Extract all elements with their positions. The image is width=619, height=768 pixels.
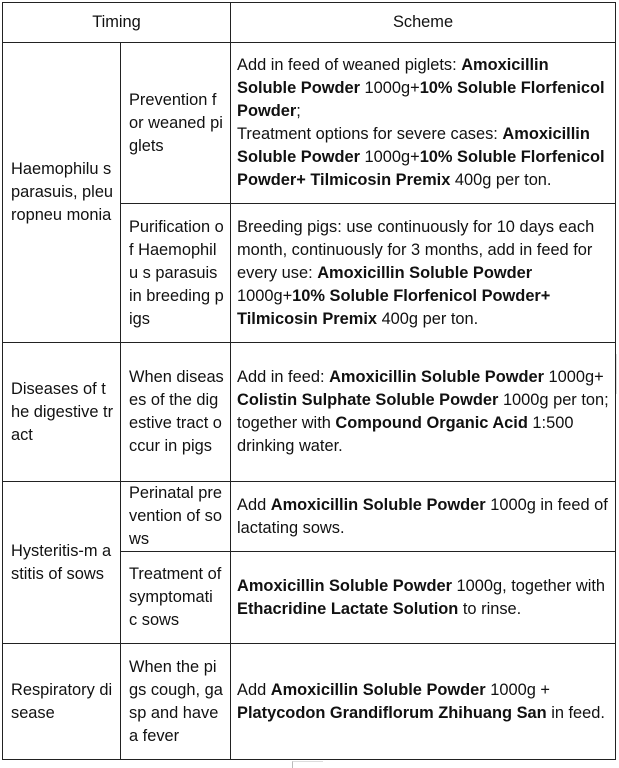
scheme-text: Treatment options for severe cases:: [237, 125, 503, 143]
timing-cell: Treatment of symptomati c sows: [121, 552, 231, 644]
scheme-text: 1000g+: [544, 368, 604, 386]
product-name: Amoxicillin Soluble Powder: [237, 56, 549, 97]
timing-cell: When diseases of the digestive tract occur in pigs: [121, 343, 231, 482]
product-name: Amoxicillin Soluble Powder: [270, 495, 486, 514]
scheme-text: Add: [237, 680, 271, 699]
timing-cell: When the pigs cough, gasp and have a fever: [121, 644, 231, 760]
scheme-cell: [231, 644, 616, 760]
product-name: 10% Soluble Florfenicol Powder+ Tilmicosin Premix: [237, 286, 551, 328]
scheme-cell: [231, 552, 616, 644]
scheme-text: 1000g+: [359, 148, 420, 166]
disease-cell: Respiratory disease: [3, 644, 121, 760]
timing-header: Timing: [3, 3, 231, 43]
table-row: [3, 343, 616, 482]
document-page: [2, 2, 616, 760]
scheme-text: 1000g in feed of lactating sows.: [237, 495, 608, 537]
product-name: Colistin Sulphate Soluble Powder: [237, 391, 499, 409]
product-name: Platycodon Grandiflorum Zhihuang San: [237, 703, 547, 722]
table-row: [3, 43, 616, 204]
scheme-text: 1000g, together with: [451, 576, 606, 595]
scheme-text: Add in feed of weaned piglets:: [237, 56, 462, 74]
scheme-text: 1000g+: [237, 286, 293, 305]
scheme-text: 1000g+: [359, 79, 420, 97]
scheme-cell: [231, 204, 616, 343]
scheme-header: Scheme: [231, 3, 616, 43]
product-name: Compound Organic Acid: [335, 414, 528, 432]
product-name: Amoxicillin Soluble Powder: [237, 576, 452, 595]
disease-cell: Haemophilu s parasuis, pleuropneu monia: [3, 43, 121, 343]
disease-cell: Hysteritis-m astitis of sows: [3, 482, 121, 644]
timing-cell: Purification of Haemophilu s parasuis in breeding pigs: [121, 204, 231, 343]
timing-cell: Prevention for weaned piglets: [121, 43, 231, 204]
disease-cell: Diseases of the digestive tract: [3, 343, 121, 482]
scheme-cell: [231, 43, 616, 204]
table-row: [3, 644, 616, 760]
scheme-text: in feed.: [546, 703, 605, 722]
scheme-text: to rinse.: [458, 599, 522, 618]
scheme-text: Add in feed:: [237, 368, 330, 386]
scheme-text: 400g per ton.: [450, 171, 552, 189]
product-name: Amoxicillin Soluble Powder: [329, 368, 544, 386]
table-row: [3, 482, 616, 552]
scheme-text: Breeding pigs: use continuously for 10 days each month, continuously for 3 months, add in feed for every use:: [237, 217, 595, 282]
header-row: [3, 3, 616, 43]
scheme-cell: [231, 343, 616, 482]
product-name: Amoxicillin Soluble Powder: [317, 263, 533, 282]
product-name: Ethacridine Lactate Solution: [237, 599, 459, 618]
treatment-scheme-table: [2, 2, 616, 760]
product-name: Amoxicillin Soluble Powder: [270, 680, 486, 699]
scheme-text: ;: [296, 102, 301, 120]
product-name: 10% Soluble Florfenicol Powder: [237, 79, 605, 120]
scheme-cell: [231, 482, 616, 552]
product-name: 10% Soluble Florfenicol Powder+ Tilmicosin Premix: [237, 148, 605, 189]
scheme-text: 1:500 drinking water.: [237, 414, 574, 455]
scheme-text: Add: [237, 495, 271, 514]
scheme-text: 1000g +: [485, 680, 550, 699]
scheme-text: 1000g per ton; together with: [237, 391, 609, 432]
product-name: Amoxicillin Soluble Powder: [237, 125, 590, 166]
scheme-text: 400g per ton.: [377, 309, 479, 328]
timing-cell: Perinatal prevention of sows: [121, 482, 231, 552]
